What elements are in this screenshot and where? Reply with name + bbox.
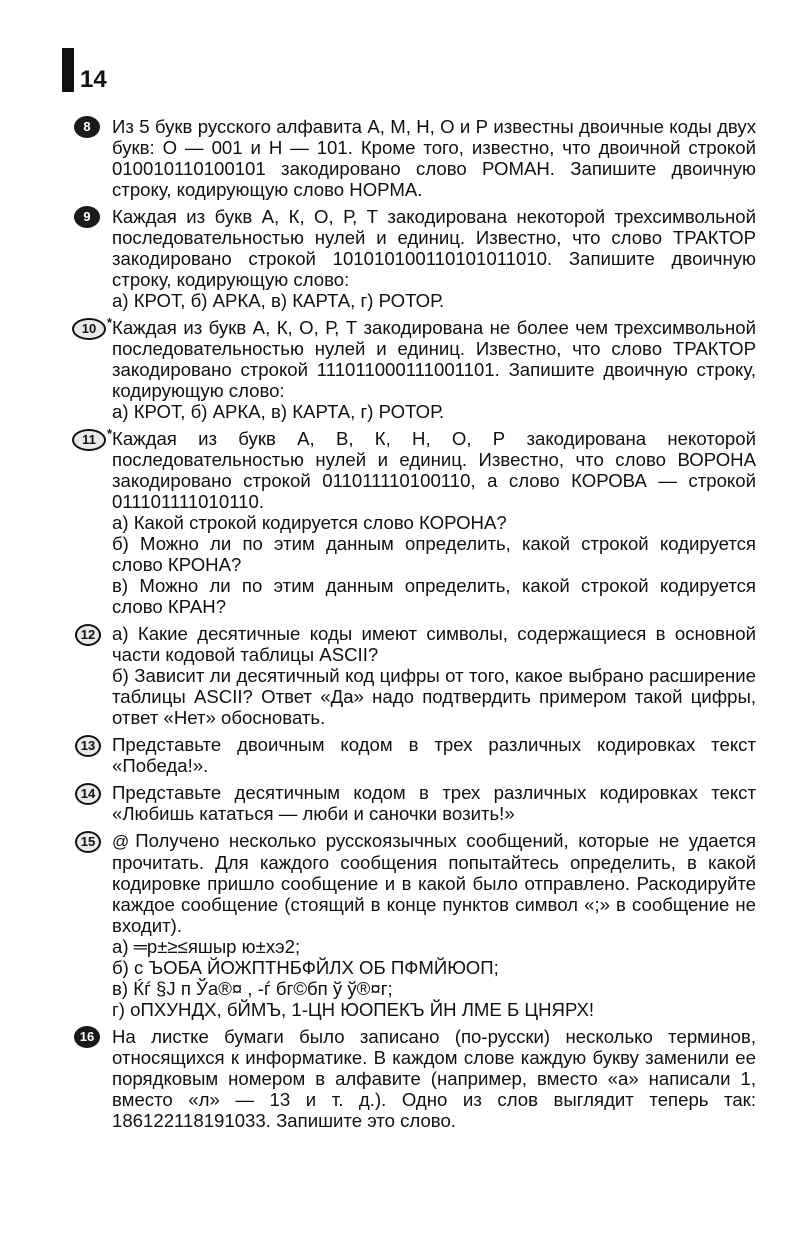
task-text: а) Какие десятичные коды имеют символы, содержащиеся в основной части кодовой таблицы ASCII? xyxy=(112,623,756,665)
task-subitem: б) Можно ли по этим данным определить, какой строкой кодируется слово КРОНА? xyxy=(112,533,756,575)
task-number-badge xyxy=(72,315,112,340)
task-12 xyxy=(72,623,756,728)
page-number: 14 xyxy=(80,66,107,93)
task-text: Представьте двоичным кодом в трех различных кодировках текст «Победа!». xyxy=(112,734,756,776)
task-subitem: в) Можно ли по этим данным определить, какой строкой кодируется слово КРАН? xyxy=(112,575,756,617)
task-subitem: а) ═р±≥≤яшыр ю±хэ2; xyxy=(112,936,301,957)
task-number-badge: 15 xyxy=(75,831,101,853)
task-number-badge: 13 xyxy=(75,735,101,757)
task-subitem: а) КРОТ, б) АРКА, в) КАРТА, г) РОТОР. xyxy=(112,401,445,422)
task-text xyxy=(112,830,756,936)
task-list xyxy=(72,116,756,1137)
task-13 xyxy=(72,734,756,776)
task-10 xyxy=(72,317,756,422)
task-text: На листке бумаги было записано (по-русски) несколько терминов, относящихся к информатике. В каждом слове каждую букву заменили ее порядковым номером в алфавите (например, вместо «а» написали 1, вместо «л» — 13 и т. д.). Одно из слов выглядит теперь так: 186122118191033. Запишите это слово. xyxy=(112,1026,756,1131)
task-subitem: г) оПХУНДХ, бЙМЪ, 1-ЦН ЮОПЕКЪ ЙН ЛМЕ Б ЦНЯРХ! xyxy=(112,999,595,1020)
task-text: Представьте десятичным кодом в трех различных кодировках текст «Любишь кататься — люби и саночки возить!» xyxy=(112,782,756,824)
task-number: 11 xyxy=(82,432,96,447)
task-text: Каждая из букв А, К, О, Р, Т закодирована не более чем трехсимвольной последовательностью нулей и единиц. Известно, что слово ТРАКТОР закодировано строкой 111011000111001101. Запишите двоичную строку, кодирующую слово: xyxy=(112,317,756,401)
task-text-body: Получено несколько русскоязычных сообщений, которые не удается прочитать. Для каждого сообщения попытайтесь определить, в какой кодировке пришло сообщение и в какой было отправлено. Раскодируйте каждое сообщение (стоящий в конце пунктов символ «;» в сообщение не входит). xyxy=(112,830,756,936)
task-text: Каждая из букв А, К, О, Р, Т закодирована некоторой трехсимвольной последовательностью нулей и единиц. Известно, что слово ТРАКТОР закодировано строкой 101010100110101011010. Запишите двоичную строку, кодирующую слово: xyxy=(112,206,756,290)
task-number-badge: 14 xyxy=(75,783,101,805)
task-number-badge: 8 xyxy=(74,116,100,138)
task-number-badge xyxy=(72,426,112,451)
task-subitem: б) с ЪОБА ЙОЖПТНБФЙЛХ ОБ ПФМЙЮОП; xyxy=(112,957,499,978)
at-sign-icon: @ xyxy=(112,832,130,851)
task-number-badge: 9 xyxy=(74,206,100,228)
task-number: 10 xyxy=(81,321,97,336)
task-subitem: а) Какой строкой кодируется слово КОРОНА? xyxy=(112,512,507,533)
header-bar xyxy=(62,48,74,92)
task-8 xyxy=(72,116,756,200)
task-number-badge: 12 xyxy=(75,624,101,646)
task-subitem: а) КРОТ, б) АРКА, в) КАРТА, г) РОТОР. xyxy=(112,290,445,311)
difficulty-star-icon: * xyxy=(106,426,112,441)
task-16 xyxy=(72,1026,756,1131)
task-11 xyxy=(72,428,756,617)
task-subitem: в) Ќѓ §Ј п Ўа®¤ , -ѓ бг©бп ў ў®¤г; xyxy=(112,978,393,999)
task-text: Каждая из букв А, В, К, Н, О, Р закодирована некоторой последовательностью нулей и единиц. Известно, что слово ВОРОНА закодировано строкой 011011110100110, а слово КОРОВА — строкой 011101111010110. xyxy=(112,428,756,512)
task-text: Из 5 букв русского алфавита А, М, Н, О и Р известны двоичные коды двух букв: О — 001 и Н — 101. Кроме того, известно, что двоичной строкой 010010110100101 закодировано слово РОМАН. Запишите двоичную строку, кодирующую слово НОРМА. xyxy=(112,116,756,200)
task-9 xyxy=(72,206,756,311)
page-header xyxy=(62,48,107,92)
task-15 xyxy=(72,830,756,1020)
task-14 xyxy=(72,782,756,824)
task-number-badge: 16 xyxy=(74,1026,100,1048)
task-subitem: б) Зависит ли десятичный код цифры от того, какое выбрано расширение таблицы ASCII? Ответ «Да» надо подтвердить примером такой цифры, ответ «Нет» обосновать. xyxy=(112,665,756,728)
difficulty-star-icon: * xyxy=(106,315,112,330)
